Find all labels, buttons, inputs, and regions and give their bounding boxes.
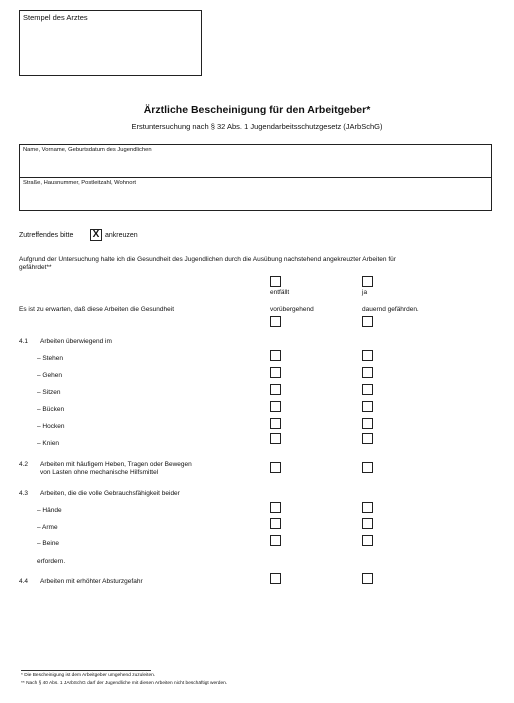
checkbox-ja[interactable] [362, 276, 373, 287]
stamp-label: Stempel des Arztes [23, 13, 88, 22]
item-buecken: – Bücken [37, 406, 65, 413]
section-title-4-4: Arbeiten mit erhöhter Absturzgefahr [40, 578, 143, 585]
personal-data-box [19, 144, 492, 211]
section-number-4-3: 4.3 [19, 490, 29, 497]
section-title-4-2-line1: Arbeiten mit häufigem Heben, Tragen oder Bewegen [40, 461, 192, 468]
item-knien: – Knien [37, 440, 60, 447]
column-label-temporary: vorübergehend [270, 306, 314, 313]
option-label-ja: ja [362, 289, 368, 296]
address-field[interactable] [20, 188, 491, 210]
item-gehen: – Gehen [37, 372, 62, 379]
checkbox-lasten-temporary[interactable] [270, 462, 281, 473]
checkbox-absturz-temporary[interactable] [270, 573, 281, 584]
checkbox-absturz-permanent[interactable] [362, 573, 373, 584]
item-stehen: – Stehen [37, 355, 64, 362]
checkbox-sitzen-temporary[interactable] [270, 384, 281, 395]
section-closing-4-3: erfordern. [37, 558, 66, 565]
footnote-1: * Die Bescheinigung ist dem Arbeitgeber umgehend zuzuleiten. [21, 673, 156, 678]
item-hocken: – Hocken [37, 423, 65, 430]
section-number-4-2: 4.2 [19, 461, 29, 468]
section-title-4-1: Arbeiten überwiegend im [40, 338, 112, 345]
document-title: Ärztliche Bescheinigung für den Arbeitgeber* [143, 104, 371, 116]
field-divider [20, 177, 491, 178]
checkbox-temporary[interactable] [270, 316, 281, 327]
checkbox-entfaellt[interactable] [270, 276, 281, 287]
checkbox-knien-temporary[interactable] [270, 433, 281, 444]
footnote-separator [21, 670, 151, 671]
instruction-text-end: ankreuzen [105, 232, 138, 239]
column-label-permanent: dauernd gefährden. [362, 306, 419, 313]
checkbox-gehen-temporary[interactable] [270, 367, 281, 378]
name-field[interactable] [20, 155, 491, 177]
checkbox-beine-permanent[interactable] [362, 535, 373, 546]
instruction-text: Zutreffendes bitte [19, 232, 74, 239]
checkbox-buecken-temporary[interactable] [270, 401, 281, 412]
checkbox-haende-permanent[interactable] [362, 502, 373, 513]
checkbox-permanent[interactable] [362, 316, 373, 327]
physician-stamp-box [19, 10, 202, 76]
checkbox-hocken-temporary[interactable] [270, 418, 281, 429]
intro-text-line2: gefährdet** [19, 264, 52, 271]
address-field-label: Straße, Hausnummer, Postleitzahl, Wohnort [23, 180, 136, 186]
item-haende: – Hände [37, 507, 62, 514]
item-sitzen: – Sitzen [37, 389, 61, 396]
section-number-4-1: 4.1 [19, 338, 29, 345]
checkbox-gehen-permanent[interactable] [362, 367, 373, 378]
checkbox-buecken-permanent[interactable] [362, 401, 373, 412]
footnote-2: ** Nach § 40 Abs. 1 JArbSchG darf der Jugendliche mit diesen Arbeiten nicht beschäftigt werden. [21, 681, 228, 686]
checkbox-arme-temporary[interactable] [270, 518, 281, 529]
checkbox-lasten-permanent[interactable] [362, 462, 373, 473]
expectation-text: Es ist zu erwarten, daß diese Arbeiten die Gesundheit [19, 306, 175, 313]
item-arme: – Arme [37, 524, 58, 531]
example-checked-box: X [90, 229, 102, 241]
checkbox-knien-permanent[interactable] [362, 433, 373, 444]
document-subtitle: Erstuntersuchung nach § 32 Abs. 1 Jugendarbeitsschutzgesetz (JArbSchG) [131, 122, 383, 131]
section-number-4-4: 4.4 [19, 578, 29, 585]
name-field-label: Name, Vorname, Geburtsdatum des Jugendlichen [23, 147, 152, 153]
checkbox-stehen-permanent[interactable] [362, 350, 373, 361]
section-title-4-2-line2: von Lasten ohne mechanische Hilfsmittel [40, 469, 159, 476]
intro-text-line1: Aufgrund der Untersuchung halte ich die Gesundheit des Jugendlichen durch die Ausübung nachstehend angekreuzter Arbeiten für [19, 256, 396, 263]
checkbox-beine-temporary[interactable] [270, 535, 281, 546]
checkbox-hocken-permanent[interactable] [362, 418, 373, 429]
checkbox-arme-permanent[interactable] [362, 518, 373, 529]
option-label-entfaellt: entfällt [270, 289, 290, 296]
item-beine: – Beine [37, 540, 60, 547]
checkbox-haende-temporary[interactable] [270, 502, 281, 513]
checkbox-sitzen-permanent[interactable] [362, 384, 373, 395]
section-title-4-3: Arbeiten, die die volle Gebrauchsfähigkeit beider [40, 490, 180, 497]
checkbox-stehen-temporary[interactable] [270, 350, 281, 361]
